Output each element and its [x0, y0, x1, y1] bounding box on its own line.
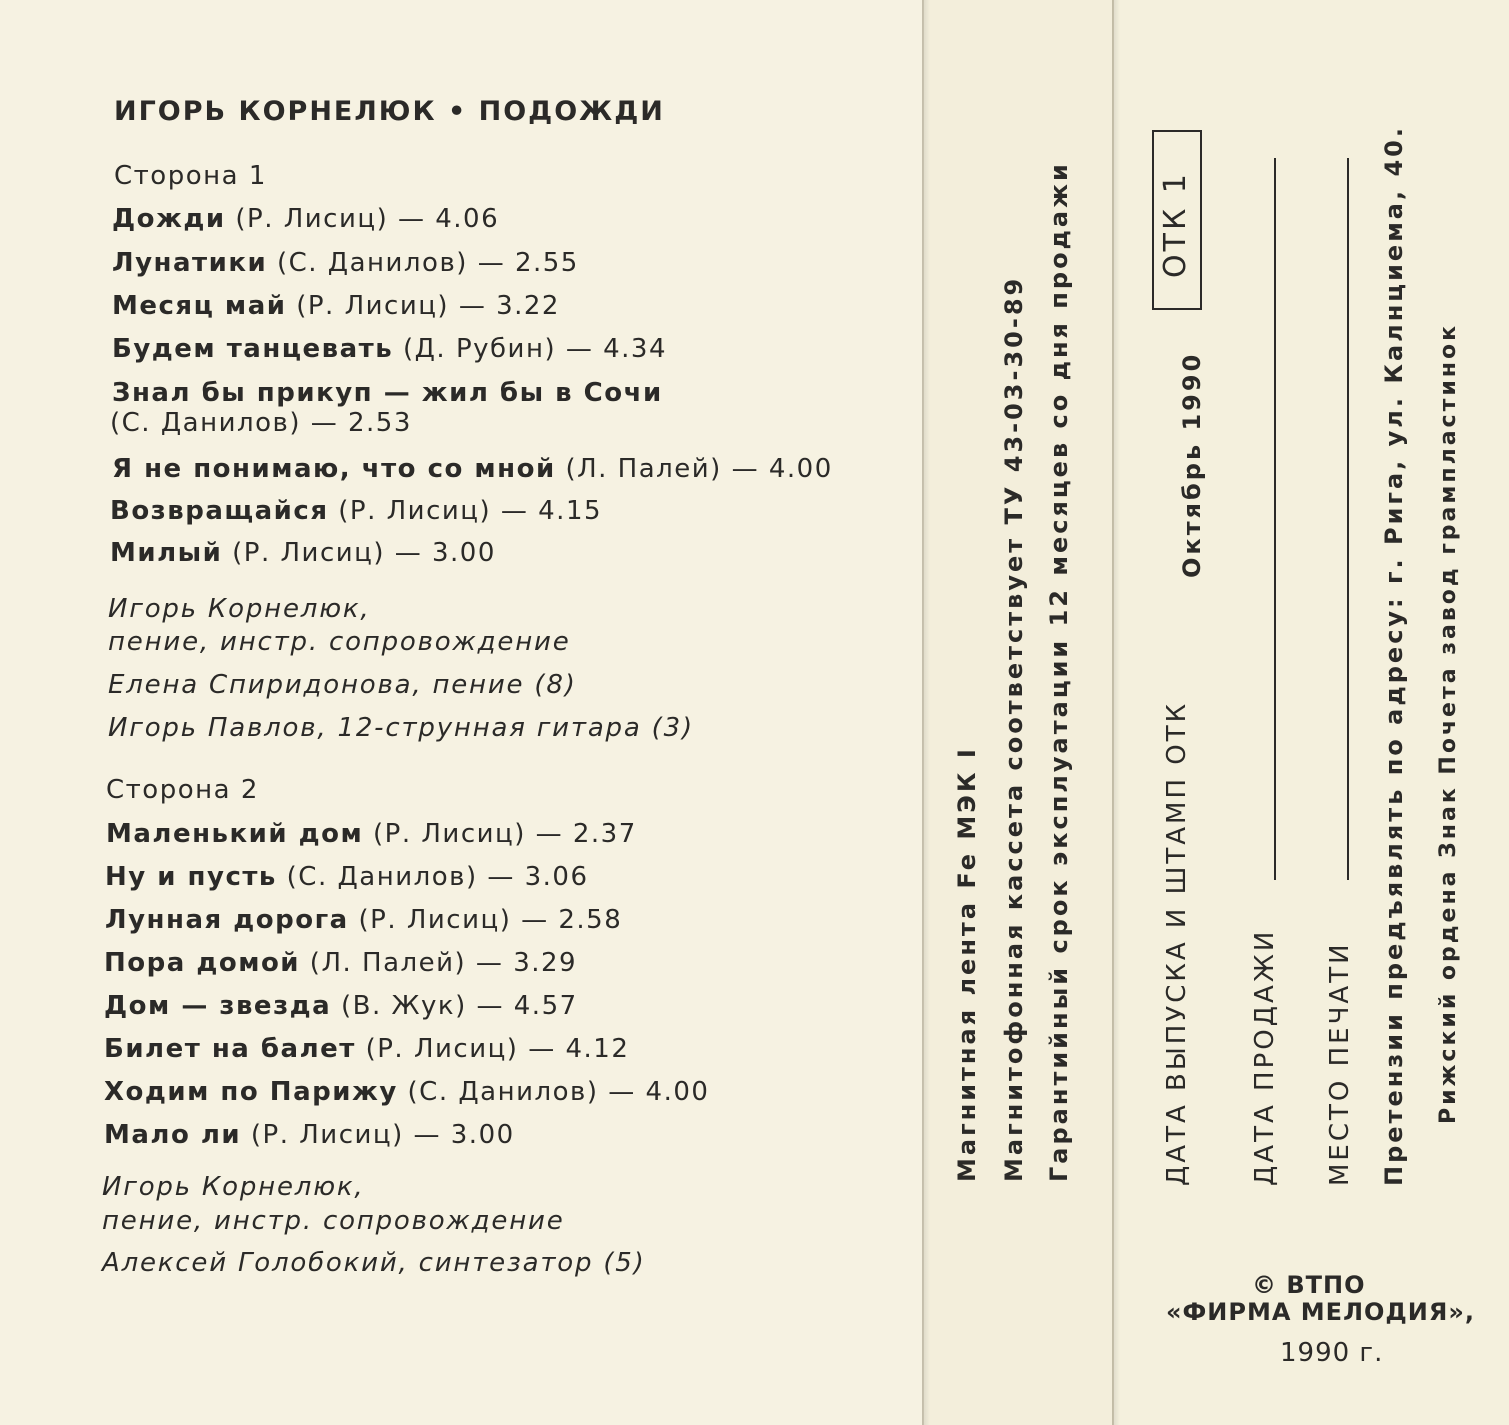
track-info: (С. Данилов) — 3.06	[276, 862, 589, 892]
track-item	[112, 291, 560, 321]
track-item	[106, 819, 637, 849]
track-name: Будем танцевать	[112, 334, 394, 364]
spine-tape-type: Магнитная лента Fe МЭК I	[953, 746, 981, 1182]
track-item	[110, 496, 602, 526]
track-item	[104, 1077, 709, 1107]
spine-standard: Магнитофонная кассета соответствует ТУ 43-03-30-89	[1000, 275, 1028, 1182]
spine-warranty: Гарантийный срок эксплуатации 12 месяцев со дня продажи	[1045, 161, 1073, 1182]
credit-line: Игорь Корнелюк,	[108, 594, 371, 624]
track-name: Лунатики	[112, 248, 268, 278]
print-place-line	[1347, 158, 1349, 880]
side2-label: Сторона 2	[106, 775, 259, 805]
fold-shadow	[1112, 0, 1120, 1425]
track-info: (Р. Лисиц) — 4.06	[225, 204, 500, 234]
track-item	[104, 1034, 629, 1064]
track-name: Ну и пусть	[105, 862, 277, 892]
track-item	[104, 1120, 515, 1150]
track-item	[105, 905, 622, 935]
track-name: Ходим по Парижу	[104, 1077, 398, 1107]
credit-line: Игорь Павлов, 12-струнная гитара (3)	[108, 713, 694, 743]
fold-shadow	[922, 0, 930, 1425]
track-name: Дожди	[112, 204, 226, 234]
track-name: Лунная дорога	[105, 905, 349, 935]
track-name: Дом — звезда	[104, 991, 332, 1021]
factory-name: Рижский ордена Знак Почета завод грампластинок	[1436, 323, 1461, 1124]
track-name: Пора домой	[104, 948, 301, 978]
claims-address: Претензии предъявлять по адресу: г. Рига, ул. Калнциема, 40.	[1380, 125, 1408, 1186]
track-name: Я не понимаю, что со мной	[112, 454, 556, 484]
track-info: (Л. Палей) — 4.00	[555, 454, 833, 484]
credit-line: пение, инстр. сопровождение	[102, 1206, 565, 1236]
track-name: Билет на балет	[104, 1034, 356, 1064]
track-info: (Р. Лисиц) — 4.12	[355, 1034, 630, 1064]
publisher-name: «ФИРМА МЕЛОДИЯ»,	[1166, 1298, 1475, 1326]
track-info: (Р. Лисиц) — 3.22	[286, 291, 560, 321]
track-item	[112, 204, 499, 234]
credit-line: пение, инстр. сопровождение	[108, 627, 571, 657]
copyright-line: © ВТПО	[1252, 1271, 1366, 1299]
track-item	[112, 248, 579, 278]
track-info: (Р. Лисиц) — 2.37	[363, 819, 637, 849]
release-date: Октябрь 1990	[1178, 351, 1206, 578]
track-info: (С. Данилов) — 2.55	[267, 248, 579, 278]
otk-stamp: ОТК 1	[1158, 171, 1193, 278]
side1-label: Сторона 1	[114, 161, 267, 191]
credit-line: Игорь Корнелюк,	[102, 1172, 365, 1202]
track-info: (Д. Рубин) — 4.34	[393, 334, 668, 364]
album-title: ИГОРЬ КОРНЕЛЮК • ПОДОЖДИ	[114, 96, 665, 127]
track-info: (Р. Лисиц) — 3.00	[241, 1120, 515, 1150]
track-name: Месяц май	[112, 291, 287, 321]
sale-date-line	[1274, 158, 1276, 880]
track-item	[104, 991, 578, 1021]
track-info: (В. Жук) — 4.57	[331, 991, 578, 1021]
track-info: (Р. Лисиц) — 2.58	[348, 905, 623, 935]
track-item	[105, 862, 589, 892]
track-item	[104, 948, 577, 978]
print-place-label: МЕСТО ПЕЧАТИ	[1325, 941, 1355, 1186]
track-info: (С. Данилов) — 4.00	[397, 1077, 710, 1107]
track-name: Возвращайся	[110, 496, 329, 526]
track-info: (Л. Палей) — 3.29	[300, 948, 578, 978]
track-name: Знал бы прикуп — жил бы в Сочи	[112, 378, 663, 408]
credit-line: Алексей Голобокий, синтезатор (5)	[102, 1248, 646, 1278]
track-item	[110, 538, 496, 568]
sale-date-label: ДАТА ПРОДАЖИ	[1250, 928, 1280, 1186]
credit-line: Елена Спиридонова, пение (8)	[108, 670, 577, 700]
copyright-year: 1990 г.	[1280, 1338, 1384, 1368]
track-info: (Р. Лисиц) — 3.00	[222, 538, 496, 568]
track-name: Маленький дом	[106, 819, 364, 849]
track-item	[112, 454, 833, 484]
release-date-label: ДАТА ВЫПУСКА И ШТАМП ОТК	[1162, 700, 1192, 1186]
track-name: Милый	[110, 538, 223, 568]
track-name: Мало ли	[104, 1120, 242, 1150]
track-item	[112, 334, 667, 364]
track-info: (С. Данилов) — 2.53	[110, 408, 412, 438]
track-info: (Р. Лисиц) — 4.15	[328, 496, 603, 526]
